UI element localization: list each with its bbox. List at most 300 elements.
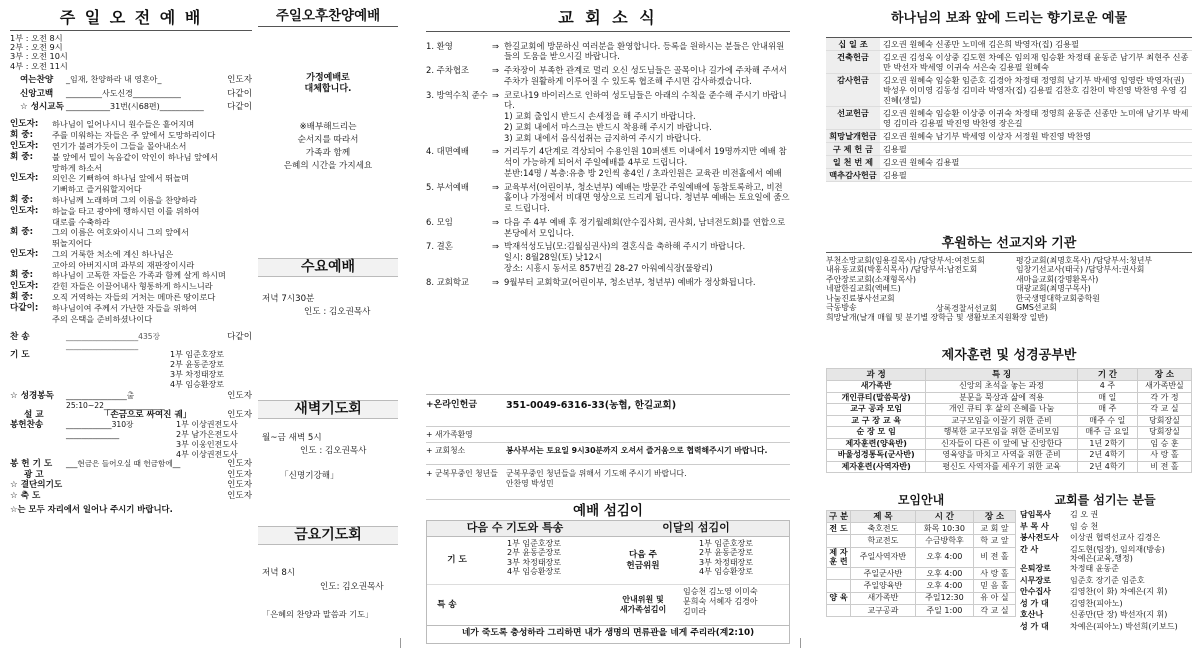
training-header: 과 정 [827,369,926,381]
news-item [426,241,790,273]
mission-item: 내유동교회(박홍식목사) /담당부서:남전도회 [826,265,978,275]
reading-text: 연기가 불려가듯이 그들을 몰아내소서 [52,140,187,151]
reading-line [10,184,252,194]
meeting-row [827,604,1016,616]
offering-leader: 4부 이상권전도사 [176,449,238,459]
reading-speaker: 회 중: [10,227,34,238]
meeting-cell: 주일군사반 [851,568,916,580]
servant-names: 김 오 권 [1070,510,1099,519]
servant-row [1020,533,1192,545]
mission-item: 상록경찰서선교회 [936,304,997,313]
meeting-cell: 수금방학후 [915,535,973,547]
meeting-header: 제 목 [851,511,916,523]
reading-text: 주를 미워하는 자들은 주 앞에서 도망하리이다 [52,129,216,140]
mission-item: 한국생명대학교회중학원 [1016,293,1100,303]
news-item [426,277,790,288]
worship-servants-box: 다음 수 기도와 특송 이달의 섬김이 기 도 1부 임준호장로 2부 윤동준장로 3부 차정태장로 4부 임승환장로 다음 주 헌금위원 1부 임준호장로 2부 윤동준장로 3부 차정태장로 4부 임승환장로 특 송 안내위원 및 새가족섬김이 임승천 김노영 이미숙 문희숙 서혜자 김경아 김미라 네가 죽도록 충성하라 그리하면 내가 생명의 면류관을 네게 주리라(계2:10) [426,520,790,644]
afternoon-message: 가정예배로 대체합니다. [304,73,352,95]
servant-role: 시무장로 [1020,575,1051,585]
news-item [426,90,790,144]
church-news-panel [426,8,790,638]
training-row [827,438,1192,450]
offering-names: 김용필 [880,142,1192,155]
meeting-cell: 주일 1:00 [915,604,973,616]
training-row [827,450,1192,462]
training-row [827,381,1192,393]
afternoon-worship-title: 주일오후찬양예배 [258,8,398,27]
offering-names: 김오권 원혜숙 임승환 이상중 이귀숙 차정태 정영희 윤동준 신종만 노미애 남기부 박세영 김미라 김용필 박진영 박찬영 장은길 [880,106,1192,129]
hymn-row: 찬 송 ___________________435장___________________ 다같이 [10,331,252,351]
reading-text: 오직 거역하는 자들의 거처는 메마른 땅이로다 [52,291,216,302]
news-list [426,41,790,288]
reading-speaker: 회 중: [10,291,34,302]
news-text: 거리두기 4단계로 격상되어 수용인원 10퍼센트 이내에서 19명까지만 예배 참석이 가능하게 되어서 주일예배를 4부로 드립니다. 분반:14명 / 복층:유층 방 2인씩 총4인 / 초과인원은 교육관 비전홀에서 예배 [504,146,787,178]
prayer-leader: 2부 윤동준장로 [170,360,225,370]
servant-names: 신종만(단 장) 박선자(지 휘) [1070,610,1168,619]
offering-type: 십 일 조 [826,37,880,50]
training-cell: 2년 4학기 [1077,450,1137,462]
training-cell: 제자훈련(양육반) [827,438,926,450]
servants-list [1020,510,1192,633]
offering-names: 김용필 [880,168,1192,181]
reading-line [10,249,252,259]
servant-role: 성 가 대 [1020,621,1049,631]
meeting-cell: 제 자 훈 련 [827,547,851,568]
news-item [426,41,790,63]
reading-speaker [10,163,52,173]
reading-line [10,270,252,280]
meeting-cell: 유 아 실 [973,592,1015,604]
training-cell: 신앙의 초석을 놓는 과정 [926,381,1078,393]
meeting-row [827,592,1016,604]
servant-names: 김영찬(이 화) 차예은(지 휘) [1070,587,1168,596]
fold-mark-2 [800,638,801,648]
training-cell: 행복한 교구모임을 위한 준비모임 [926,427,1078,439]
arrow-icon: ⇒ [492,181,500,192]
training-cell: 매주 금 요일 [1077,427,1137,439]
friday-prayer-title: 금요기도회 [258,526,398,545]
fold-mark [400,638,401,648]
offering-type: 희망날개헌금 [826,129,880,142]
responsive-reading [10,119,252,324]
news-number: 4. 대면예배 [426,146,470,157]
news-text: 한길교회에 방문하신 여러분을 환영합니다. 등록을 원하시는 분들은 안내위원들의 도움을 받으시길 바랍니다. [504,40,785,62]
meeting-row [827,580,1016,592]
reading-text: 불 앞에서 밀이 녹음같이 악인이 하나님 앞에서 [52,151,218,162]
servant-row [1020,587,1192,599]
verse: 네가 죽도록 충성하라 그리하면 내가 생명의 면류관을 네게 주리라(계2:10) [427,625,789,639]
servant-row [1020,545,1192,565]
reading-line [10,195,252,205]
news-text: 교육부서(어린이부, 청소년부) 예배는 방문간 주일예배에 동참토록하고, 비전홀이나 가정에서 비대면 영상으로 드리게 됩니다. 청년부 예배는 토요일에 줌으로 드립니다. [504,181,790,214]
training-cell: 새가족반 [827,381,926,393]
training-cell: 각 교 실 [1137,404,1191,416]
offering-type: 일 천 번 제 [826,155,880,168]
reading-speaker: 회 중: [10,270,34,281]
order-leader: 다같이 [227,102,252,113]
offering-row [826,37,1192,50]
offering-leader: 1부 이상권전도사 [176,420,238,430]
arrow-icon: ⇒ [492,89,500,100]
reading-line [10,281,252,291]
reading-text: 갇힌 자들은 이끌어내사 형통하게 하시느니라 [52,281,213,291]
training-cell: 개인큐티(말씀묵상) [827,392,926,404]
order-text: _임재, 찬양하라 내 영혼아_ [66,75,162,85]
announcements-row: 광 고 인도자 [24,469,252,480]
training-cell: 교구모임을 이끌기 위한 준비 [926,415,1078,427]
meeting-cell: 학교전도 [851,535,916,547]
servant-names: 김영찬(피아노) [1070,598,1123,608]
training-row [827,392,1192,404]
servant-names: 임준호 장기준 임준호 [1070,575,1145,585]
reading-speaker: 회 중: [10,151,34,162]
reading-speaker [10,260,52,270]
friday-prayer-info: 저녁 8시 인도: 김오권목사 「은혜의 찬양과 말씀과 기도」 [262,568,384,619]
reading-speaker: 인도자: [10,140,39,151]
reading-line [10,119,252,129]
meeting-cell [827,604,851,616]
reading-speaker: 인도자: [10,118,39,129]
prayer-entry: 2부 윤동준장로 [507,548,562,558]
offering-names: 김오권 원혜숙 임승환 임준호 김경아 차정태 정영희 남기부 박세영 임영란 박영자(권) 박성우 이미영 김동성 김미라 박영자(집) 김용필 김찬호 김찬미 박진영 박찬영 우영 김진혜(생일) [880,73,1192,106]
order-label: 신앙고백 [20,88,54,99]
training-cell: 순 장 모 임 [827,427,926,439]
reading-speaker [10,238,52,248]
training-cell: 제자훈련(사역자반) [827,461,926,473]
meeting-cell: 주일양육반 [851,580,916,592]
meeting-cell: 사 랑 홀 [973,568,1015,580]
reading-text: 뛰놀지어다 [52,238,92,249]
meeting-cell: 각 교 실 [973,604,1015,616]
reading-speaker: 인도자: [10,173,39,184]
training-cell: 사 랑 홀 [1137,450,1191,462]
order-text: ___________31번(시68편)___________ [66,102,204,112]
offering-row [826,142,1192,155]
offering-names: 김오권 원혜숙 남기부 박세영 이상자 서정원 박진영 박찬영 [880,129,1192,142]
meeting-cell: 오후 4:00 [915,547,973,568]
training-cell: 영육양을 마치고 사역을 위한 준비 [926,450,1078,462]
training-cell: 개인 큐티 후 삶의 은혜를 나눔 [926,404,1078,416]
reading-line [10,292,252,302]
training-cell: 매주 수 일 [1077,415,1137,427]
arrow-icon: ⇒ [492,65,500,76]
order-item [10,89,252,99]
servant-names: 임 승 천 [1070,521,1099,531]
online-offering: +온라인헌금 351-0049-6316-33(농협, 한길교회) [426,394,790,426]
news-text: 박재석성도님(모:김월심권사)의 결혼식을 축하해 주시기 바랍니다. 일시: 8월28일(토) 낮12시 장소: 시흥시 동서로 857번길 28-27 아워예식장(물왕리) [504,241,746,273]
meeting-row [827,535,1016,547]
scripture-row: ☆ 성경봉독 ________________출25:10~22________________ 인도자 [10,391,252,410]
training-title: 제자훈련 및 성경공부반 [941,348,1077,363]
reading-text: 하나님께 노래하며 그의 이름을 찬양하라 [52,194,197,205]
order-text: _________사도신경____________ [66,88,181,98]
meetings-title: 모임안내 [897,493,945,507]
training-cell: 비 전 홀 [1137,461,1191,473]
offering-hymn-row: 봉헌찬송 ____________310장______________ 1부 이상권전도사 2부 남가은전도사 3부 이웅인전도사 4부 이상권전도사 [10,420,252,459]
offering-names: 김오권 원혜숙 신종만 노미애 김은희 박영자(집) 김용필 [880,37,1192,50]
mission-list [826,256,1192,322]
wednesday-service-title: 수요예배 [258,258,398,277]
reading-line [10,314,252,324]
arrow-icon: ⇒ [492,241,500,252]
servant-role: 성 가 대 [1020,598,1049,608]
sermon-row: 설 교 「손금으로 싸여진 궤」 인도자 [24,409,252,420]
military-youth: + 군복무중인 청년들 군복무중인 청년들을 위해서 기도해 주시기 바랍니다. 안찬영 박성민 [426,464,790,500]
mission-item: 부천소망교회(임용길목사) /담당부서:여전도회 [826,256,985,265]
reading-line [10,303,252,313]
reading-line [10,130,252,140]
meeting-cell [827,568,851,580]
meeting-cell: 교 회 앞 [973,523,1015,535]
offering-row [826,106,1192,129]
reading-line [10,173,252,183]
training-header: 기 간 [1077,369,1137,381]
mission-item: 평강교회(최명호목사) /담당부서:청년부 [1016,256,1152,265]
mission-item: 대광교회(최명구목사) [1016,284,1091,294]
servant-role: 부 목 사 [1020,521,1049,531]
benediction-row: ☆ 축 도 인도자 [10,490,252,501]
servant-row [1020,599,1192,611]
offering-prayer-row: 봉 헌 기 도 ___현금은 들어오실 때 헌금함에__ 인도자 [10,459,252,470]
dawn-prayer-info: 월~금 새벽 5시 인도 : 김오권목사 「신명기강해」 [262,433,367,481]
meeting-cell: 믿 음 홀 [973,580,1015,592]
meeting-row [827,547,1016,568]
meeting-header: 장 소 [973,511,1015,523]
offering-names: 김오권 원혜숙 김용필 [880,155,1192,168]
meetings-table [826,510,1016,617]
mission-item: 희망날개(날개 매월 및 분기별 장학금 및 생활보조지원확장 일반) [826,312,1048,322]
meeting-header: 구 분 [827,511,851,523]
meeting-cell: 전 도 [827,523,851,535]
order-label: ☆ 성시교독 [20,102,64,113]
reading-speaker: 다같이: [10,302,39,313]
news-text: 코로나19 바이러스로 인하여 성도님들은 아래의 수칙을 준수해 주시기 바랍니다. 1) 교회 출입시 반드시 손세정을 해 주시기 바랍니다. 2) 교회 내에서 마스크는 반드시 착용해 주시기 바랍니다. 3) 교회 내에서 음식섭취는 금지하여 주시기 바랍니다. [504,89,787,143]
church-news-title: 교 회 소 식 [426,8,790,32]
new-family: + 새가족환영 [426,426,790,442]
news-text: 주차장이 부족한 관계로 멀리 오신 성도님들은 골목이나 길가에 주차해 주셔서 주차가 원활하게 이루어질 수 있도록 협조해 주시면 감사하겠습니다. [504,65,787,86]
meeting-row [827,523,1016,535]
meeting-cell [827,580,851,592]
training-cell: 교 구 장 교 육 [827,415,926,427]
training-table [826,368,1192,473]
meeting-cell: 비 전 홀 [973,547,1015,568]
reading-speaker: 회 중: [10,129,34,140]
servants-title: 교회를 섬기는 분들 [1054,493,1156,507]
meeting-cell: 교구공과 [851,604,916,616]
news-item [426,146,790,178]
mission-item: 새마을교회(강명환목사) [1016,274,1099,284]
offering-row [826,155,1192,168]
training-cell: 바울성경통독(군사반) [827,450,926,462]
news-item [426,65,790,87]
offering-row [826,129,1192,142]
other-services-panel [258,8,398,619]
mission-title: 후원하는 선교지와 기관 [826,236,1192,253]
morning-worship-title: 주 일 오 전 예 배 [10,8,252,31]
reading-text: 하늘을 타고 광야에 행하시던 이를 위하여 [52,205,200,216]
training-cell: 1년 2학기 [1077,438,1137,450]
training-row [827,461,1192,473]
training-cell: 임 승 훈 [1137,438,1191,450]
training-cell: 평신도 사역자를 세우기 위한 교육 [926,461,1078,473]
training-cell: 신자들이 다른 이 앞에 날 신앙한다 [926,438,1078,450]
service-time: 3부 : 오전 10시 [10,51,68,62]
mission-item: 네팔한길교회(엑베드) [826,284,901,294]
offerings-table [826,37,1192,182]
reading-line [10,227,252,237]
offering-names: 김오권 김성욱 이상중 김도현 차예은 임의재 임승환 차정태 윤동준 남기부 최현주 신종만 박선자 박세영 이귀숙 서은숙 김용필 원혜숙 [880,50,1192,73]
news-item [426,217,790,239]
reading-text: 하나님이 고독한 자들은 가족과 함께 살게 하시며 [52,270,226,281]
meeting-cell: 축호전도 [851,523,916,535]
reading-line [10,238,252,248]
reading-speaker: 인도자: [10,205,39,216]
mission-item: GMS선교회 [1016,303,1057,313]
servant-names: 김도현(팀장), 임의재(방송) 차예은(교육,행정) [1070,544,1165,564]
reading-text: 망하게 하소서 [52,162,103,173]
servant-role: 간 사 [1020,544,1039,554]
training-header: 특 징 [926,369,1078,381]
offering-type: 구 제 헌 금 [826,142,880,155]
news-number: 3. 방역수칙 준수 [426,89,488,100]
service-times [10,34,252,72]
servant-role: 안수집사 [1020,587,1051,596]
family-worship-note: ※배부해드리는 순서지를 따라서 가족과 함께 은혜의 시간을 가지세요 [283,122,373,172]
news-item [426,182,790,214]
prayer-leader: 1부 임준호장로 [170,350,225,360]
arrow-icon: ⇒ [492,276,500,287]
order-item [10,75,252,85]
prayer-entry: 1부 임준호장로 [507,539,562,548]
offering-leader: 2부 남가은전도사 [176,430,238,440]
mission-item: 나눔진료봉사선교회 [826,293,895,303]
news-number: 5. 부서예배 [426,181,470,192]
meeting-row [827,568,1016,580]
news-number: 2. 주차협조 [426,65,470,76]
reading-speaker: 인도자: [10,248,39,259]
offering-type: 건축헌금 [826,50,880,73]
training-row [827,427,1192,439]
servant-row [1020,510,1192,522]
offering-type: 선교헌금 [826,106,880,129]
prayer-leader: 3부 차정태장로 [170,369,225,379]
meeting-cell: 오후 4:00 [915,580,973,592]
mission-item: 임창기선교사(태국) /담당부서:권사회 [1016,265,1145,275]
servant-role: 담임목사 [1020,510,1051,519]
reading-text: 기뻐하고 즐거워할지어다 [52,184,142,195]
offering-entry: 1부 임준호장로 [699,539,754,548]
meeting-cell: 양 육 [827,592,851,604]
arrow-icon: ⇒ [492,216,500,227]
arrow-icon: ⇒ [492,40,500,51]
training-header: 장 소 [1137,369,1191,381]
training-cell: 새가족반실 [1137,381,1191,393]
reading-speaker [10,314,52,324]
servant-row [1020,576,1192,588]
order-leader: 인도자 [227,75,252,86]
offering-leader: 3부 이웅인전도사 [176,439,238,449]
offering-entry: 2부 윤동준장로 [699,548,754,558]
reading-text: 의인은 기뻐하여 하나님 앞에서 뛰놀며 [52,173,189,184]
offering-row [826,73,1192,106]
servant-role: 호산나 [1020,610,1044,619]
dawn-prayer-title: 새벽기도회 [258,400,398,419]
training-row [827,404,1192,416]
offering-row [826,168,1192,181]
training-cell: 4 주 [1077,381,1137,393]
order-leader: 다같이 [227,88,252,99]
training-row [827,415,1192,427]
servant-row [1020,564,1192,576]
reading-text: 그의 이름은 여호와이시니 그의 앞에서 [52,227,189,238]
meeting-header: 시 간 [915,511,973,523]
reading-text: 대로를 수축하라 [52,216,110,227]
reading-line [10,217,252,227]
reading-line [10,163,252,173]
servant-row [1020,610,1192,622]
reading-text: 하나님이 일어나시니 원수들은 흩어지며 [52,118,195,129]
training-cell: 당회장실 [1137,415,1191,427]
service-time: 2부 : 오전 9시 [10,41,63,52]
news-number: 1. 환영 [426,40,453,51]
service-time: 1부 : 오전 8시 [10,32,63,43]
reading-speaker [10,184,52,194]
order-item [10,102,252,112]
offering-type: 감사헌금 [826,73,880,106]
training-cell: 매 일 [1077,392,1137,404]
order-label: 여는찬양 [20,75,54,86]
offering-type: 맥추감사헌금 [826,168,880,181]
servant-names: 차예은(피아노) 박선희(키보드) [1070,621,1178,631]
servant-names: 차정태 윤동준 [1070,564,1119,573]
servant-names: 이상권 협력선교사 김경은 [1070,533,1161,542]
servant-row [1020,622,1192,634]
prayer-row: 기 도 1부 임준호장로 2부 윤동준장로 3부 차정태장로 4부 임승환장로 [10,350,252,389]
meeting-cell: 주일12:30 [915,592,973,604]
news-text: 9월부터 교회학교(어린이부, 청소년부, 청년부) 예배가 정상화됩니다. [504,276,756,287]
reading-line [10,141,252,151]
meeting-cell: 오후 4:00 [915,568,973,580]
training-cell: 당회장실 [1137,427,1191,439]
reading-line [10,206,252,216]
servant-role: 봉사전도사 [1020,533,1059,542]
order-of-service [10,75,252,112]
reading-text: 그의 거룩한 처소에 계신 하나님은 [52,248,174,259]
training-cell: 매 주 [1077,404,1137,416]
meeting-cell: 주일사역자반 [851,547,916,568]
reading-text: 주의 은택을 준비하셨나이다 [52,313,153,324]
reading-text: 고아의 아버지시며 과부의 재판장이시라 [52,259,195,270]
reading-line [10,152,252,162]
meeting-cell: 학 교 앞 [973,535,1015,547]
training-cell: 2년 4학기 [1077,461,1137,473]
standing-footnote: ☆는 모두 자리에서 일어나 주시기 바랍니다. [10,504,173,515]
news-number: 6. 모임 [426,216,453,227]
service-time: 4부 : 오전 11시 [10,60,68,71]
offering-entry: 3부 차정태장로 [699,557,754,567]
reading-text: 하나님이여 주께서 가난한 자들을 위하여 [52,302,197,313]
worship-servants-title: 예배 섬김이 [573,503,643,519]
news-text: 다음 주 4부 예배 후 정기월례회(안수집사회, 권사회, 남녀전도회)를 연합으로 본당에서 모입니다. [504,216,786,238]
meeting-cell [827,535,851,547]
meeting-cell: 새가족반 [851,592,916,604]
offerings-title: 하나님의 보좌 앞에 드리는 향기로운 예물 [890,11,1128,26]
offering-row [826,50,1192,73]
offering-entry: 4부 임승환장로 [699,567,754,577]
morning-worship-panel [10,8,252,515]
prayer-entry: 3부 차정태장로 [507,557,562,567]
servant-role: 은퇴장로 [1020,564,1051,573]
